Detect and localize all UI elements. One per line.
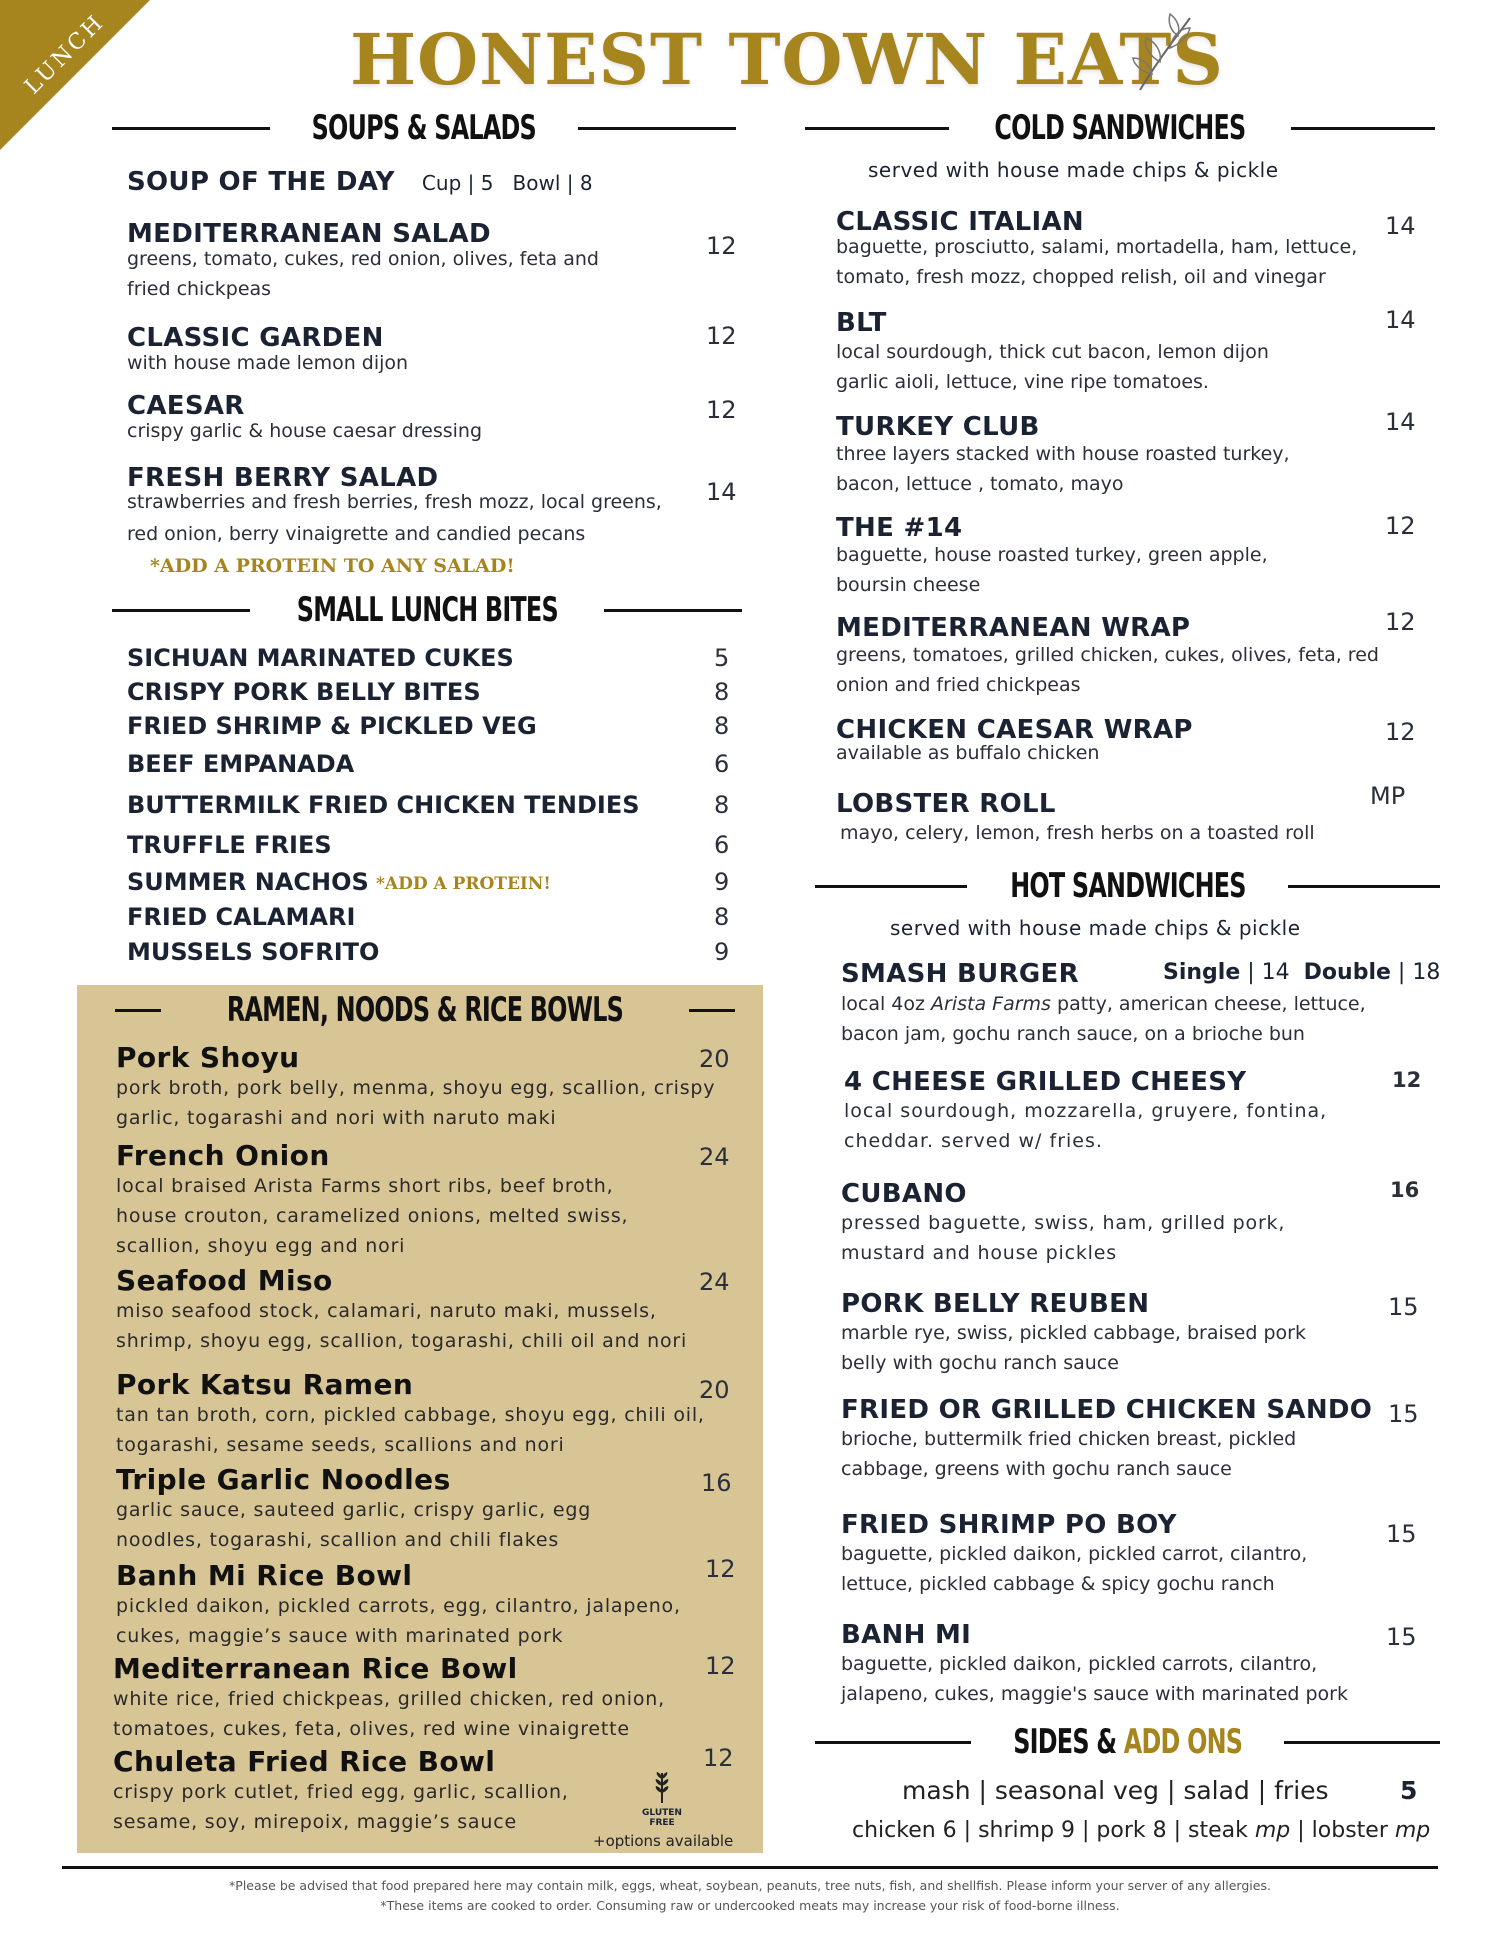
- price: 6: [714, 750, 730, 778]
- price: 20: [699, 1045, 730, 1073]
- price: 8: [714, 678, 730, 706]
- menu-item: FRIED OR GRILLED CHICKEN SANDO brioche, buttermilk fried chicken breast, pickled cabbage, greens with gochu ranch sauce: [841, 1395, 1373, 1480]
- price: 15: [1386, 1623, 1417, 1651]
- price: 12: [1385, 608, 1416, 636]
- menu-item: CAESAR crispy garlic & house caesar dressing: [127, 391, 483, 442]
- price: 12: [705, 1555, 736, 1583]
- menu-item: THE #14 baguette, house roasted turkey, green apple, boursin cheese: [836, 513, 1268, 596]
- price: 8: [714, 903, 730, 931]
- bite-item: FRIED SHRIMP & PICKLED VEG: [127, 712, 537, 740]
- price: 15: [1388, 1400, 1419, 1428]
- price: 6: [714, 831, 730, 859]
- menu-item: Triple Garlic Noodles garlic sauce, sauteed garlic, crispy garlic, egg noodles, togarashi, scallion and chili flakes: [116, 1463, 592, 1551]
- price: 12: [706, 232, 737, 260]
- menu-item: Pork Shoyu pork broth, pork belly, menma, shoyu egg, scallion, crispy garlic, togarashi and nori with naruto maki: [116, 1041, 716, 1129]
- menu-item: Chuleta Fried Rice Bowl crispy pork cutlet, fried egg, garlic, scallion, sesame, soy, mirepoix, maggie’s sauce: [113, 1745, 569, 1833]
- menu-item: MEDITERRANEAN WRAP greens, tomatoes, grilled chicken, cukes, olives, feta, red onion and fried chickpeas: [836, 613, 1379, 696]
- price: 14: [706, 478, 737, 506]
- salad-protein-note: *ADD A PROTEIN TO ANY SALAD!: [150, 555, 515, 577]
- small-lunch-bites-heading: SMALL LUNCH BITES: [112, 590, 742, 630]
- menu-item: French Onion local braised Arista Farms short ribs, beef broth, house crouton, caramelized onions, melted swiss, scallion, shoyu egg and nori: [116, 1139, 629, 1257]
- undercooked-notice: *These items are cooked to order. Consuming raw or undercooked meats may increase your risk of food-borne illness.: [380, 1898, 1120, 1913]
- menu-item: Seafood Miso miso seafood stock, calamari, naruto maki, mussels, shrimp, shoyu egg, scallion, togarashi, chili oil and nori: [116, 1264, 688, 1352]
- price: 12: [705, 1652, 736, 1680]
- bite-item: CRISPY PORK BELLY BITES: [127, 678, 481, 706]
- bite-item: BEEF EMPANADA: [127, 750, 355, 778]
- price: 9: [714, 868, 730, 896]
- menu-item: Mediterranean Rice Bowl white rice, fried chickpeas, grilled chicken, red onion, tomatoes, cukes, feta, olives, red wine vinaigrette: [113, 1652, 665, 1740]
- price: 12: [703, 1744, 734, 1772]
- price: 20: [699, 1376, 730, 1404]
- price: 12: [1392, 1068, 1422, 1092]
- price: 12: [1385, 512, 1416, 540]
- soup-of-the-day: SOUP OF THE DAY Cup | 5 Bowl | 8: [127, 167, 593, 197]
- price: 14: [1385, 212, 1416, 240]
- price: 16: [701, 1469, 732, 1497]
- ramen-heading: RAMEN, NOODS & RICE BOWLS: [115, 990, 735, 1030]
- price: 24: [699, 1143, 730, 1171]
- nachos-protein-note: *ADD A PROTEIN!: [376, 874, 551, 894]
- price: MP: [1370, 782, 1406, 810]
- menu-item: CLASSIC GARDEN with house made lemon dijon: [127, 323, 409, 374]
- price: 5: [714, 644, 730, 672]
- price: 8: [714, 791, 730, 819]
- cold-subtitle: served with house made chips & pickle: [868, 158, 1279, 182]
- bite-item: FRIED CALAMARI: [127, 903, 356, 931]
- cold-sandwiches-heading: COLD SANDWICHES: [805, 108, 1435, 148]
- burger-prices: Single | 14 Double | 18: [1163, 960, 1441, 985]
- sides-list: mash | seasonal veg | salad | fries: [902, 1776, 1329, 1805]
- bite-item: MUSSELS SOFRITO: [127, 938, 380, 966]
- menu-item: PORK BELLY REUBEN marble rye, swiss, pickled cabbage, braised pork belly with gochu ranch sauce: [841, 1289, 1306, 1374]
- menu-item: MEDITERRANEAN SALAD greens, tomato, cukes, red onion, olives, feta and fried chickpeas: [127, 219, 599, 300]
- hot-subtitle: served with house made chips & pickle: [890, 916, 1301, 940]
- bite-item: BUTTERMILK FRIED CHICKEN TENDIES: [127, 791, 640, 819]
- bite-item: SICHUAN MARINATED CUKES: [127, 644, 514, 672]
- gluten-free-label: GLUTEN FREE: [642, 1808, 682, 1828]
- hot-sandwiches-heading: HOT SANDWICHES: [815, 866, 1440, 906]
- add-ons-list: chicken 6 | shrimp 9 | pork 8 | steak mp | lobster mp: [852, 1818, 1431, 1843]
- menu-item: FRESH BERRY SALAD strawberries and fresh berries, fresh mozz, local greens, red onion, berry vinaigrette and candied pecans: [127, 463, 662, 545]
- menu-item: Pork Katsu Ramen tan tan broth, corn, pickled cabbage, shoyu egg, chili oil, togarashi, sesame seeds, scallions and nori: [116, 1368, 705, 1456]
- price: 8: [714, 712, 730, 740]
- price: 16: [1390, 1178, 1420, 1202]
- menu-item: CHICKEN CAESAR WRAP available as buffalo chicken: [836, 715, 1193, 764]
- price: 12: [706, 322, 737, 350]
- herb-sprig-icon: [1130, 10, 1200, 95]
- restaurant-title: HONEST TOWN EATS: [350, 18, 1224, 101]
- sides-price: 5: [1400, 1776, 1418, 1805]
- price: 12: [1385, 718, 1416, 746]
- footer-divider: [62, 1866, 1438, 1869]
- allergy-notice: *Please be advised that food prepared here may contain milk, eggs, wheat, soybean, peanuts, tree nuts, fish, and shellfish. Please inform your server of any allergies.: [229, 1878, 1271, 1893]
- price: 14: [1385, 306, 1416, 334]
- menu-item: BLT local sourdough, thick cut bacon, lemon dijon garlic aioli, lettuce, vine ripe tomatoes.: [836, 308, 1269, 393]
- soups-salads-heading: SOUPS & SALADS: [112, 108, 736, 148]
- price: 24: [699, 1268, 730, 1296]
- price: 12: [706, 396, 737, 424]
- menu-item: TURKEY CLUB three layers stacked with house roasted turkey, bacon, lettuce , tomato, mayo: [836, 412, 1290, 495]
- menu-item: BANH MI baguette, pickled daikon, pickled carrots, cilantro, jalapeno, cukes, maggie's sauce with marinated pork: [841, 1620, 1348, 1705]
- menu-item: Banh Mi Rice Bowl pickled daikon, pickled carrots, egg, cilantro, jalapeno, cukes, maggie’s sauce with marinated pork: [116, 1559, 681, 1647]
- wheat-icon: [651, 1771, 673, 1805]
- corner-label: LUNCH: [20, 9, 111, 100]
- price: 14: [1385, 408, 1416, 436]
- menu-item: CLASSIC ITALIAN baguette, prosciutto, salami, mortadella, ham, lettuce, tomato, fresh mozz, chopped relish, oil and vinegar: [836, 207, 1358, 288]
- sides-addons-heading: SIDES & ADD ONS: [815, 1722, 1440, 1762]
- price: 15: [1386, 1520, 1417, 1548]
- price: 15: [1388, 1293, 1419, 1321]
- menu-item: FRIED SHRIMP PO BOY baguette, pickled daikon, pickled carrot, cilantro, lettuce, pickled cabbage & spicy gochu ranch: [841, 1510, 1308, 1595]
- price: 9: [714, 938, 730, 966]
- menu-item: LOBSTER ROLL mayo, celery, lemon, fresh herbs on a toasted roll: [836, 789, 1315, 844]
- soup-price: Cup | 5 Bowl | 8: [421, 171, 593, 195]
- menu-item: 4 CHEESE GRILLED CHEESY local sourdough, mozzarella, gruyere, fontina, cheddar. served w/ fries.: [844, 1067, 1328, 1152]
- gluten-free-options-note: +options available: [593, 1832, 734, 1850]
- menu-item: CUBANO pressed baguette, swiss, ham, grilled pork, mustard and house pickles: [841, 1179, 1286, 1264]
- bite-item: TRUFFLE FRIES: [127, 831, 332, 859]
- menu-item-smash-burger: SMASH BURGER local 4oz Arista Farms patty, american cheese, lettuce, bacon jam, gochu ranch sauce, on a brioche bun: [841, 959, 1366, 1045]
- bite-item: SUMMER NACHOS: [127, 868, 369, 896]
